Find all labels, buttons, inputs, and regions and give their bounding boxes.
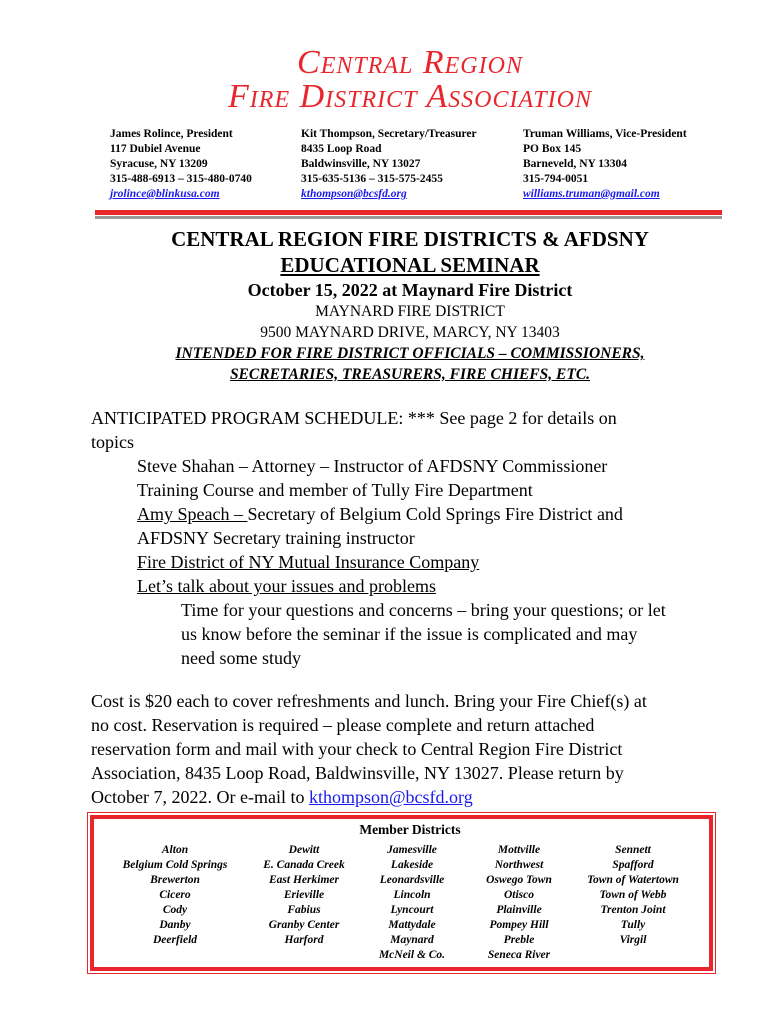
member-district: Cicero (159, 889, 191, 901)
member-district: Town of Webb (599, 889, 667, 901)
member-district: Spafford (612, 859, 654, 871)
member-district: Alton (161, 844, 189, 856)
member-district: Dewitt (288, 844, 320, 856)
cost-line1: Cost is $20 each to cover refreshments and lunch. Bring your Fire Chief(s) at (91, 691, 647, 711)
officer-name: James Rolince, President (110, 128, 233, 140)
member-district: Pompey Hill (489, 919, 549, 931)
officer-president (110, 127, 252, 202)
cost-line4: Association, 8435 Loop Road, Baldwinsville, NY 13027. Please return by (91, 763, 624, 783)
seminar-date: October 15, 2022 at Maynard Fire District (247, 280, 573, 300)
schedule-subitem-line2: us know before the seminar if the issue is complicated and may (181, 624, 638, 644)
member-district: Tully (620, 919, 646, 931)
member-district: Fabius (287, 904, 321, 916)
schedule-item-speaker1-line2: Training Course and member of Tully Fire Department (137, 480, 533, 500)
member-district: Seneca River (487, 949, 551, 961)
member-column-2 (252, 843, 356, 948)
member-district: Erieville (283, 889, 325, 901)
schedule-item-speaker1-line1: Steve Shahan – Attorney – Instructor of AFDSNY Commissioner (137, 456, 608, 476)
schedule-subitem-line1: Time for your questions and concerns – bring your questions; or let (181, 600, 666, 620)
cost-line5 (91, 785, 647, 809)
officer-address: 8435 Loop Road (301, 143, 382, 155)
schedule-heading-line2: topics (91, 432, 134, 452)
officer-vice-president (523, 127, 687, 202)
member-district: Northwest (494, 859, 544, 871)
member-district: Oswego Town (486, 874, 552, 886)
schedule-heading (91, 406, 617, 454)
org-title-line2: Fire District Association (228, 78, 592, 115)
officer-email-link[interactable]: jrolince@blinkusa.com (110, 188, 220, 200)
member-district: Town of Watertown (587, 874, 679, 886)
speaker2-role: Secretary of Belgium Cold Springs Fire District and (247, 504, 623, 524)
member-district: Lincoln (393, 889, 431, 901)
member-district: Danby (159, 919, 191, 931)
schedule-item-insurance: Fire District of NY Mutual Insurance Company (137, 552, 480, 572)
member-district: E. Canada Creek (263, 859, 345, 871)
member-district: Brewerton (150, 874, 200, 886)
cost-line3: reservation form and mail with your check to Central Region Fire District (91, 739, 623, 759)
cost-line5-prefix: October 7, 2022. Or e-mail to (91, 787, 309, 807)
member-districts-title: Member Districts (359, 822, 461, 837)
schedule-items (137, 454, 623, 598)
schedule-subitem-line3: need some study (181, 648, 301, 668)
officer-city: Syracuse, NY 13209 (110, 158, 208, 170)
speaker2-name: Amy Speach – (137, 504, 248, 524)
member-district: Deerfield (152, 934, 198, 946)
member-district: Plainville (496, 904, 542, 916)
header-divider-red (95, 210, 722, 215)
member-district: Virgil (619, 934, 647, 946)
member-district: McNeil & Co. (378, 949, 446, 961)
member-district: Mattydale (388, 919, 436, 931)
officer-address: 117 Dubiel Avenue (110, 143, 201, 155)
org-title-line1: Central Region (297, 44, 523, 81)
member-district: Granby Center (268, 919, 340, 931)
officer-city: Barneveld, NY 13304 (523, 158, 628, 170)
schedule-item-speaker2-line1 (137, 502, 623, 526)
member-column-4 (474, 843, 564, 963)
officer-city: Baldwinsville, NY 13027 (301, 158, 421, 170)
member-district: Preble (503, 934, 535, 946)
seminar-title-line1: CENTRAL REGION FIRE DISTRICTS & AFDSNY (171, 227, 649, 251)
member-district: Harford (284, 934, 324, 946)
member-district: Lakeside (390, 859, 434, 871)
seminar-title-line2: EDUCATIONAL SEMINAR (280, 253, 540, 277)
officer-phone: 315-488-6913 – 315-480-0740 (110, 173, 252, 185)
member-district: Belgium Cold Springs (122, 859, 228, 871)
member-column-5 (578, 843, 688, 948)
cost-line2: no cost. Reservation is required – please complete and return attached (91, 715, 595, 735)
seminar-audience-line1: INTENDED FOR FIRE DISTRICT OFFICIALS – COMMISSIONERS, (175, 345, 645, 362)
member-district: Mottville (497, 844, 541, 856)
member-district: Sennett (615, 844, 651, 856)
member-district: Trenton Joint (600, 904, 666, 916)
officer-address: PO Box 145 (523, 143, 582, 155)
member-column-1 (112, 843, 238, 948)
cost-paragraph (91, 689, 647, 809)
contact-email-link[interactable]: kthompson@bcsfd.org (308, 787, 473, 807)
member-district: East Herkimer (269, 874, 339, 886)
header-divider-gray (95, 216, 722, 219)
schedule-item-speaker2-line2: AFDSNY Secretary training instructor (137, 528, 415, 548)
member-district: Jamesville (387, 844, 437, 856)
schedule-heading-line1: ANTICIPATED PROGRAM SCHEDULE: *** See page 2 for details on (91, 408, 617, 428)
officer-email-link[interactable]: williams.truman@gmail.com (523, 188, 660, 200)
officer-email-link[interactable]: kthompson@bcsfd.org (301, 188, 407, 200)
officer-secretary-treasurer (301, 127, 477, 202)
officer-name: Kit Thompson, Secretary/Treasurer (301, 128, 477, 140)
officer-phone: 315-794-0051 (523, 173, 589, 185)
officer-name: Truman Williams, Vice-President (523, 128, 687, 140)
schedule-subitem (181, 598, 666, 670)
member-column-3 (366, 843, 458, 963)
seminar-audience-line2: SECRETARIES, TREASURERS, FIRE CHIEFS, ETC. (229, 366, 591, 383)
schedule-item-discussion: Let’s talk about your issues and problems (137, 576, 436, 596)
member-district: Cody (162, 904, 188, 916)
member-district: Leonardsville (379, 874, 445, 886)
member-district: Maynard (390, 934, 434, 946)
seminar-address: 9500 MAYNARD DRIVE, MARCY, NY 13403 (260, 324, 560, 341)
seminar-venue: MAYNARD FIRE DISTRICT (315, 303, 505, 320)
officer-phone: 315-635-5136 – 315-575-2455 (301, 173, 443, 185)
member-district: Lyncourt (390, 904, 434, 916)
member-district: Otisco (503, 889, 535, 901)
